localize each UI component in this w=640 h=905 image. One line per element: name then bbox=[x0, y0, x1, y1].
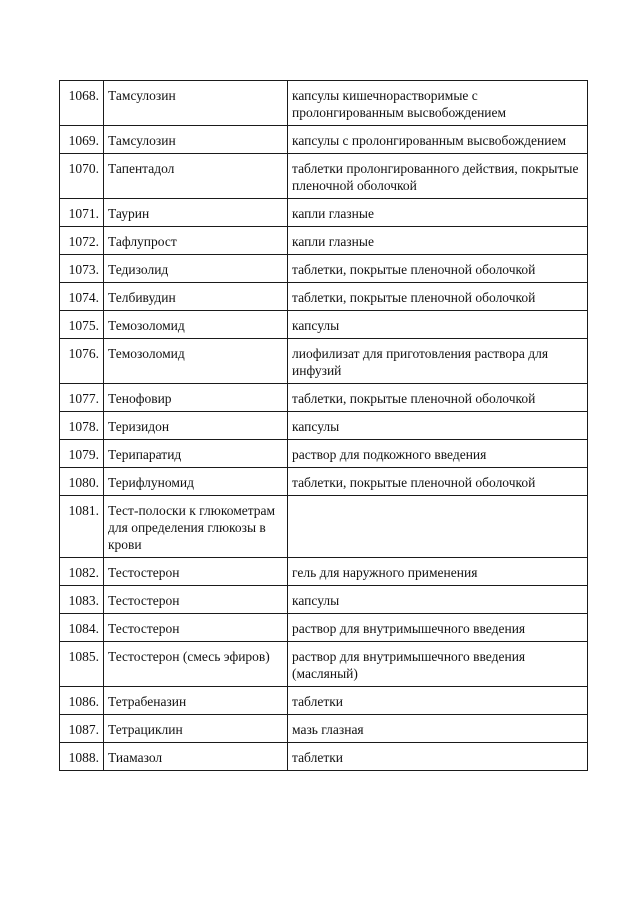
row-number: 1073. bbox=[60, 255, 104, 283]
drug-name: Тестостерон bbox=[104, 558, 288, 586]
row-number: 1080. bbox=[60, 468, 104, 496]
table-row bbox=[60, 496, 588, 558]
dosage-form: таблетки, покрытые пленочной оболочкой bbox=[288, 468, 588, 496]
table-row bbox=[60, 384, 588, 412]
table-row bbox=[60, 154, 588, 199]
drug-name: Теризидон bbox=[104, 412, 288, 440]
table-row bbox=[60, 311, 588, 339]
row-number: 1077. bbox=[60, 384, 104, 412]
drug-name: Терифлуномид bbox=[104, 468, 288, 496]
dosage-form: раствор для внутримышечного введения (масляный) bbox=[288, 642, 588, 687]
dosage-form bbox=[288, 496, 588, 558]
row-number: 1069. bbox=[60, 126, 104, 154]
row-number: 1078. bbox=[60, 412, 104, 440]
drug-name: Тетрациклин bbox=[104, 715, 288, 743]
table-row bbox=[60, 558, 588, 586]
table-row bbox=[60, 642, 588, 687]
table-body bbox=[60, 81, 588, 771]
drug-name: Таурин bbox=[104, 199, 288, 227]
drug-name: Тестостерон (смесь эфиров) bbox=[104, 642, 288, 687]
row-number: 1085. bbox=[60, 642, 104, 687]
drug-name: Тамсулозин bbox=[104, 126, 288, 154]
table-row bbox=[60, 199, 588, 227]
dosage-form: капсулы кишечнорастворимые с пролонгированным высвобождением bbox=[288, 81, 588, 126]
drug-name: Тест-полоски к глюкометрам для определения глюкозы в крови bbox=[104, 496, 288, 558]
dosage-form: капли глазные bbox=[288, 199, 588, 227]
row-number: 1084. bbox=[60, 614, 104, 642]
dosage-form: капсулы с пролонгированным высвобождением bbox=[288, 126, 588, 154]
table-row bbox=[60, 440, 588, 468]
drug-name: Тестостерон bbox=[104, 614, 288, 642]
drug-name: Терипаратид bbox=[104, 440, 288, 468]
table-row bbox=[60, 586, 588, 614]
row-number: 1079. bbox=[60, 440, 104, 468]
table-row bbox=[60, 715, 588, 743]
row-number: 1074. bbox=[60, 283, 104, 311]
dosage-form: раствор для подкожного введения bbox=[288, 440, 588, 468]
drug-name: Тамсулозин bbox=[104, 81, 288, 126]
dosage-form: капсулы bbox=[288, 412, 588, 440]
table-row bbox=[60, 743, 588, 771]
row-number: 1087. bbox=[60, 715, 104, 743]
drug-name: Тедизолид bbox=[104, 255, 288, 283]
row-number: 1076. bbox=[60, 339, 104, 384]
drug-name: Темозоломид bbox=[104, 311, 288, 339]
table-row bbox=[60, 412, 588, 440]
drug-name: Телбивудин bbox=[104, 283, 288, 311]
dosage-form: таблетки, покрытые пленочной оболочкой bbox=[288, 283, 588, 311]
drug-name: Тиамазол bbox=[104, 743, 288, 771]
drug-name: Тапентадол bbox=[104, 154, 288, 199]
table-row bbox=[60, 126, 588, 154]
drug-name: Тетрабеназин bbox=[104, 687, 288, 715]
table-row bbox=[60, 468, 588, 496]
drug-list-table bbox=[59, 80, 588, 771]
row-number: 1075. bbox=[60, 311, 104, 339]
table-row bbox=[60, 614, 588, 642]
dosage-form: мазь глазная bbox=[288, 715, 588, 743]
drug-name: Тафлупрост bbox=[104, 227, 288, 255]
dosage-form: капсулы bbox=[288, 311, 588, 339]
row-number: 1081. bbox=[60, 496, 104, 558]
dosage-form: таблетки, покрытые пленочной оболочкой bbox=[288, 255, 588, 283]
dosage-form: таблетки пролонгированного действия, покрытые пленочной оболочкой bbox=[288, 154, 588, 199]
table-row bbox=[60, 255, 588, 283]
row-number: 1082. bbox=[60, 558, 104, 586]
drug-name: Темозоломид bbox=[104, 339, 288, 384]
table-row bbox=[60, 339, 588, 384]
dosage-form: гель для наружного применения bbox=[288, 558, 588, 586]
drug-name: Тестостерон bbox=[104, 586, 288, 614]
row-number: 1086. bbox=[60, 687, 104, 715]
row-number: 1070. bbox=[60, 154, 104, 199]
dosage-form: таблетки bbox=[288, 743, 588, 771]
row-number: 1068. bbox=[60, 81, 104, 126]
dosage-form: таблетки, покрытые пленочной оболочкой bbox=[288, 384, 588, 412]
row-number: 1083. bbox=[60, 586, 104, 614]
dosage-form: раствор для внутримышечного введения bbox=[288, 614, 588, 642]
dosage-form: капли глазные bbox=[288, 227, 588, 255]
drug-name: Тенофовир bbox=[104, 384, 288, 412]
table-row bbox=[60, 81, 588, 126]
dosage-form: капсулы bbox=[288, 586, 588, 614]
row-number: 1071. bbox=[60, 199, 104, 227]
dosage-form: лиофилизат для приготовления раствора для инфузий bbox=[288, 339, 588, 384]
table-row bbox=[60, 227, 588, 255]
row-number: 1088. bbox=[60, 743, 104, 771]
dosage-form: таблетки bbox=[288, 687, 588, 715]
row-number: 1072. bbox=[60, 227, 104, 255]
table-row bbox=[60, 283, 588, 311]
table-row bbox=[60, 687, 588, 715]
